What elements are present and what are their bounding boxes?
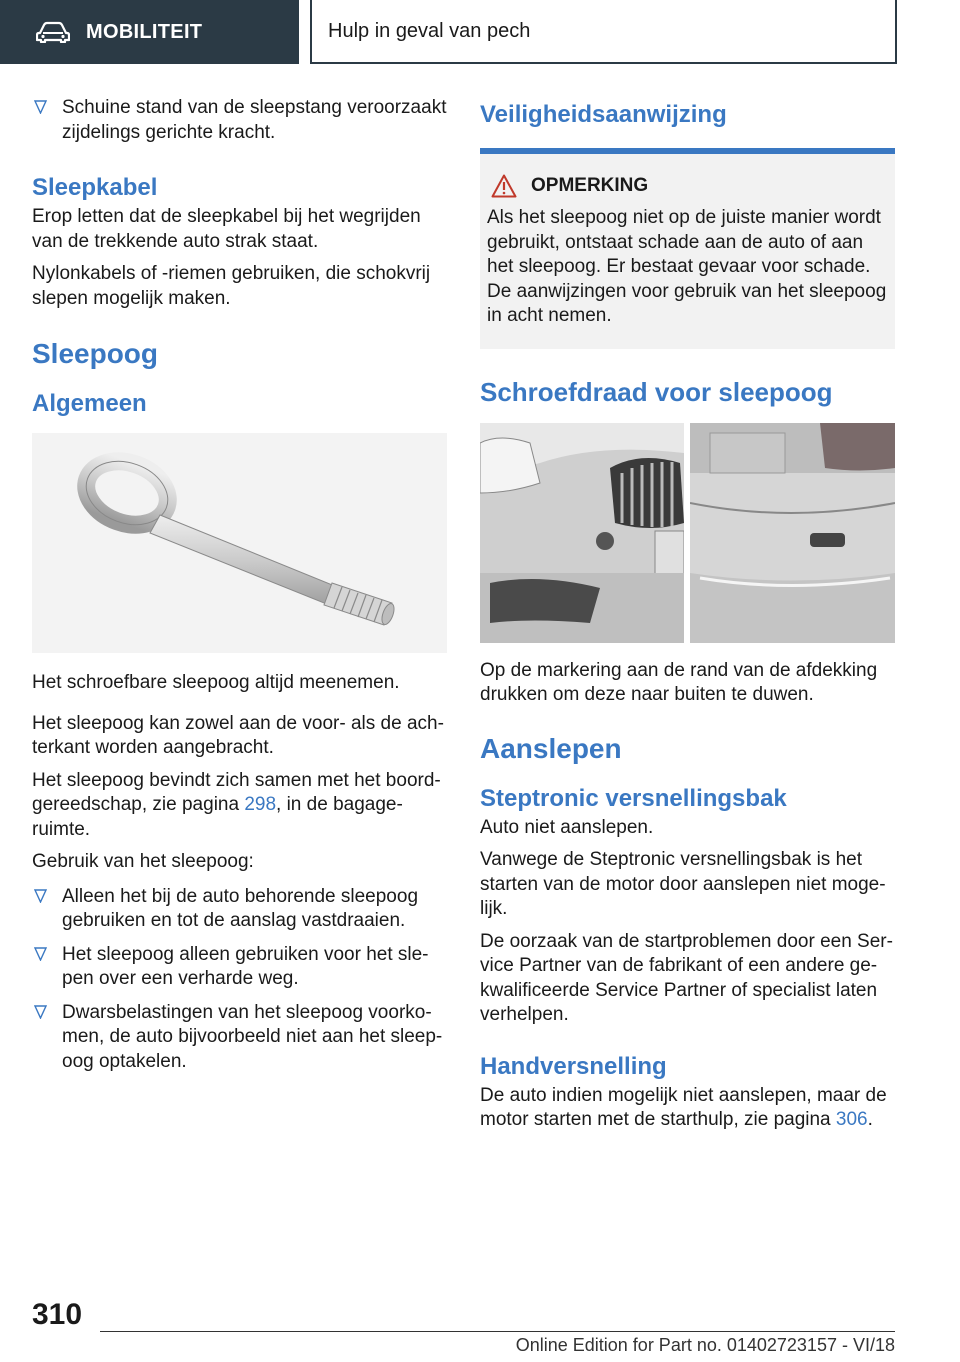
paragraph-text: , in de bagage-ruimte.	[32, 794, 403, 840]
paragraph-text: .	[867, 1109, 873, 1130]
list-item-text: Het sleepoog alleen gebruiken voor het sle-pen over een verharde weg.	[62, 943, 429, 989]
heading-algemeen: Algemeen	[32, 390, 147, 417]
page-number: 310	[32, 1298, 83, 1331]
list-item	[32, 1001, 447, 1075]
header-section-label: MOBILITEIT	[86, 20, 203, 43]
edition-info: Online Edition for Part no. 01402723157 - VI/18	[515, 1335, 895, 1355]
warning-triangle-icon	[491, 174, 517, 198]
car-icon	[36, 21, 70, 43]
list-item-text: Dwarsbelastingen van het sleepoog voorko-men, de auto bijvoorbeeld niet aan het sleep-oog optakelen.	[62, 1001, 443, 1072]
list-item	[32, 885, 447, 934]
triangle-bullet-icon	[34, 889, 47, 903]
warning-box	[480, 148, 895, 349]
paragraph: Erop letten dat de sleepkabel bij het wegrijden van de trekkende auto strak staat.	[32, 206, 421, 252]
paragraph: Op de markering aan de rand van de afdekking drukken om deze naar buiten te duwen.	[480, 659, 878, 705]
rear-bumper-image	[690, 423, 895, 643]
heading-sleepkabel: Sleepkabel	[32, 174, 158, 201]
paragraph: Gebruik van het sleepoog:	[32, 851, 254, 872]
image-caption: Het schroefbare sleepoog altijd meenemen.	[32, 672, 400, 693]
triangle-bullet-icon	[34, 100, 47, 114]
bumper-photos	[480, 423, 895, 643]
warning-title-text: OPMERKING	[531, 175, 649, 196]
footer-divider	[100, 1331, 895, 1332]
triangle-bullet-icon	[34, 947, 47, 961]
triangle-bullet-icon	[34, 1005, 47, 1019]
heading-sleepoog: Sleepoog	[32, 338, 159, 369]
heading-schroefdraad: Schroefdraad voor sleepoog	[480, 376, 833, 407]
paragraph	[480, 1084, 895, 1133]
heading-steptronic: Steptronic versnellingsbak	[480, 784, 787, 812]
paragraph-text: De auto indien mogelijk niet aanslepen, maar de motor starten met de starthulp, zie pagina	[480, 1084, 887, 1130]
page-link-306[interactable]: 306	[835, 1109, 868, 1130]
front-bumper-icon	[480, 423, 684, 643]
tow-eye-icon	[32, 433, 447, 653]
paragraph: Nylonkabels of -riemen gebruiken, die schokvrij slepen mogelijk maken.	[32, 263, 431, 309]
paragraph: Het sleepoog kan zowel aan de voor- als de ach-terkant worden aangebracht.	[32, 712, 444, 758]
heading-veiligheid: Veiligheidsaanwijzing	[480, 101, 727, 128]
paragraph	[32, 769, 447, 843]
warning-text: Als het sleepoog niet op de juiste manier wordt gebruikt, ontstaat schade aan de auto of aan het sleepoog. Er bestaat gevaar voor schade. De aanwijzingen voor gebruik van het sleepoog in acht nemen.	[487, 207, 887, 326]
rear-bumper-icon	[690, 423, 895, 643]
paragraph: De oorzaak van de startproblemen door een Ser-vice Partner van de fabrikant of een andere ge-kwalificeerde Service Partner of specialist laten verhelpen.	[480, 930, 893, 1025]
front-bumper-image	[480, 423, 684, 643]
paragraph: Auto niet aanslepen.	[480, 816, 654, 838]
header-section-tab[interactable]	[0, 0, 299, 64]
list-item	[32, 943, 447, 992]
header-title: Hulp in geval van pech	[328, 19, 531, 42]
heading-handversnelling: Handversnelling	[480, 1052, 667, 1080]
header-title-box	[310, 0, 897, 64]
list-item	[32, 96, 447, 145]
paragraph-text: Het sleepoog bevindt zich samen met het boord-gereedschap, zie pagina	[32, 769, 441, 815]
warning-title	[487, 174, 887, 198]
list-item-text: Schuine stand van de sleepstang veroorzaakt zijdelings gerichte kracht.	[62, 97, 447, 143]
left-column	[32, 96, 447, 1083]
tow-eye-illustration	[32, 433, 447, 653]
paragraph: Vanwege de Steptronic versnellingsbak is het starten van de motor door aanslepen niet moge-lijk.	[480, 849, 886, 919]
page-link-298[interactable]: 298	[244, 794, 277, 815]
heading-aanslepen: Aanslepen	[480, 732, 622, 764]
right-column	[480, 100, 895, 1141]
list-item-text: Alleen het bij de auto behorende sleepoog gebruiken en tot de aanslag vastdraaien.	[62, 885, 419, 931]
